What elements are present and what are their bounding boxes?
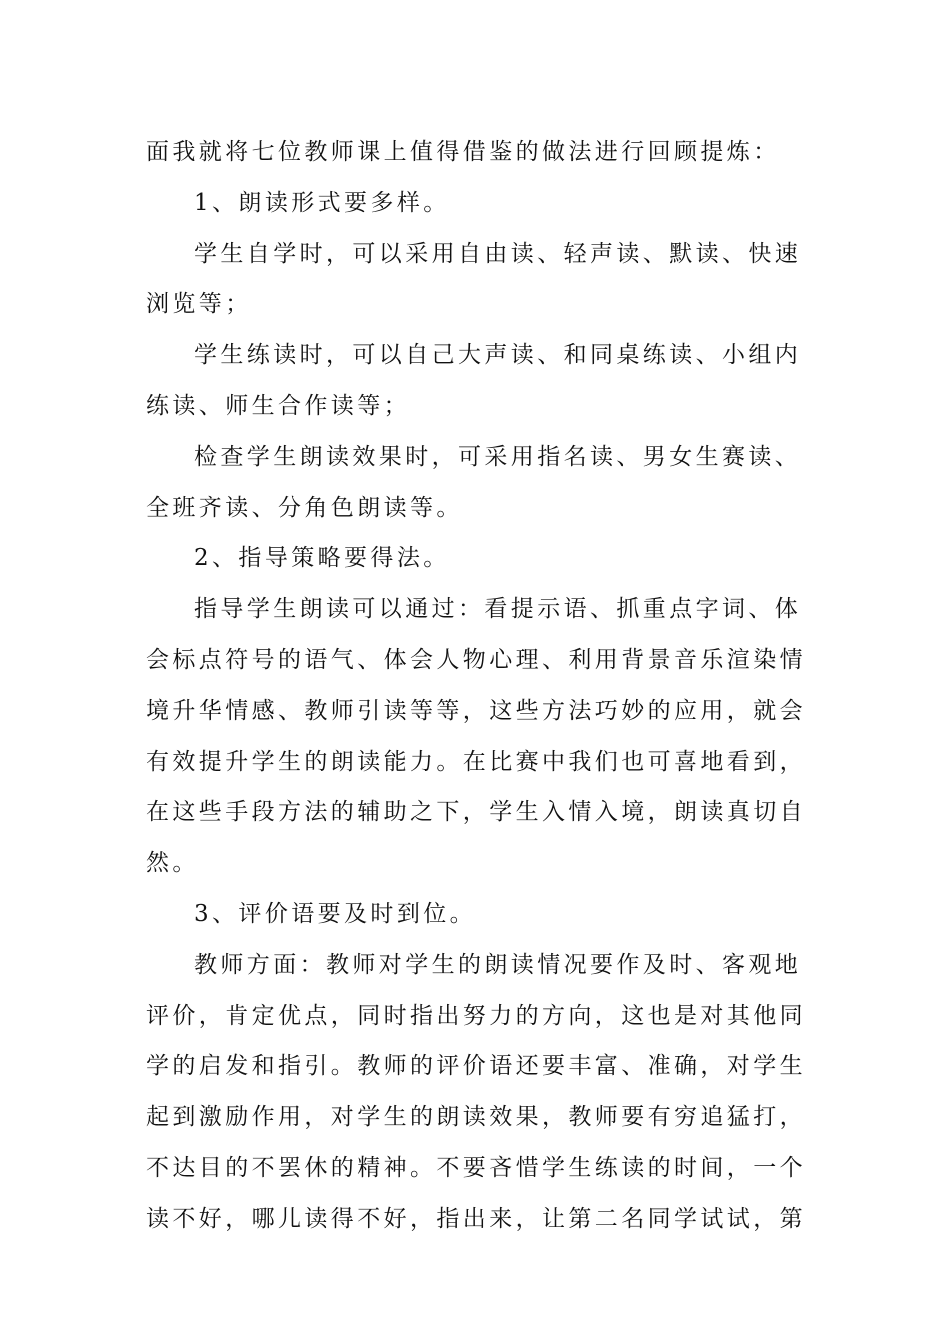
text-line: 面我就将七位教师课上值得借鉴的做法进行回顾提炼：	[146, 139, 780, 165]
text-line: 教师方面：教师对学生的朗读情况要作及时、客观地	[194, 951, 802, 978]
text-line: 有效提升学生的朗读能力。在比赛中我们也可喜地看到，	[146, 748, 806, 775]
text-line: 指导学生朗读可以通过：看提示语、抓重点字词、体	[194, 596, 802, 623]
text-line: 学生练读时，可以自己大声读、和同桌练读、小组内	[194, 342, 802, 369]
text-line: 境升华情感、教师引读等等，这些方法巧妙的应用，就会	[146, 697, 806, 724]
text-line: 全班齐读、分角色朗读等。	[146, 494, 463, 521]
text-line: 学生自学时，可以采用自由读、轻声读、默读、快速	[194, 240, 802, 267]
text-line: 评价，肯定优点，同时指出努力的方向，这也是对其他同	[146, 1002, 806, 1029]
text-line: 读不好，哪儿读得不好，指出来，让第二名同学试试，第	[146, 1205, 806, 1232]
text-line: 检查学生朗读效果时，可采用指名读、男女生赛读、	[194, 443, 802, 470]
text-line: 起到激励作用，对学生的朗读效果，教师要有穷追猛打，	[146, 1104, 806, 1131]
text-line: 会标点符号的语气、体会人物心理、利用背景音乐渲染情	[146, 646, 806, 673]
text-line: 2、指导策略要得法。	[194, 545, 450, 572]
text-line: 3、评价语要及时到位。	[194, 900, 477, 927]
text-line: 学的启发和指引。教师的评价语还要丰富、准确，对学生	[146, 1053, 806, 1080]
text-line: 练读、师生合作读等；	[146, 392, 410, 419]
text-line: 不达目的不罢休的精神。不要吝惜学生练读的时间，一个	[146, 1154, 806, 1181]
text-line: 1、朗读形式要多样。	[194, 189, 450, 216]
document-body	[146, 127, 808, 1245]
text-line: 然。	[146, 850, 199, 877]
text-line: 浏览等；	[146, 291, 252, 318]
text-line: 在这些手段方法的辅助之下，学生入情入境，朗读真切自	[146, 799, 806, 826]
